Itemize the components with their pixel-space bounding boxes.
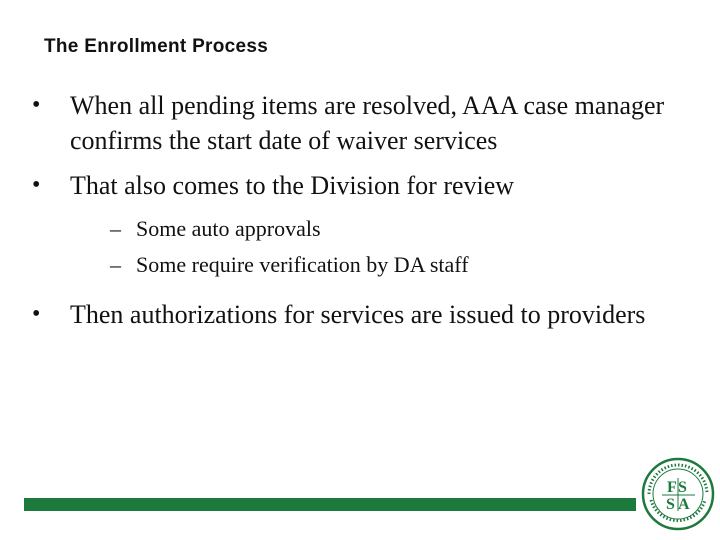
footer-bar xyxy=(24,498,636,511)
bullet-item xyxy=(32,88,682,158)
subbullet-item xyxy=(70,211,682,247)
bullet-marker: • xyxy=(32,301,41,327)
subbullet-marker: – xyxy=(110,252,121,277)
slide-title: The Enrollment Process xyxy=(44,36,269,57)
bullet-item xyxy=(32,297,682,332)
bullet-text: Then authorizations for services are issued to providers xyxy=(70,300,646,329)
bullet-item xyxy=(32,168,682,283)
subbullet-text: Some require verification by DA staff xyxy=(136,252,469,277)
svg-text:S: S xyxy=(678,479,687,496)
subbullet-text: Some auto approvals xyxy=(136,216,321,241)
bullet-marker: • xyxy=(32,92,41,118)
subbullet-marker: – xyxy=(110,216,121,241)
fssa-seal-icon xyxy=(640,456,716,532)
bullet-marker: • xyxy=(32,172,41,198)
bullet-text: When all pending items are resolved, AAA case manager confirms the start date of waiver services xyxy=(70,91,665,155)
bullet-text: That also comes to the Division for review xyxy=(70,171,515,200)
subbullet-list xyxy=(70,211,682,283)
subbullet-item xyxy=(70,247,682,283)
svg-text:S: S xyxy=(666,496,675,513)
svg-text:A: A xyxy=(678,496,690,513)
svg-text:F: F xyxy=(667,479,677,496)
bullet-list xyxy=(32,88,682,342)
